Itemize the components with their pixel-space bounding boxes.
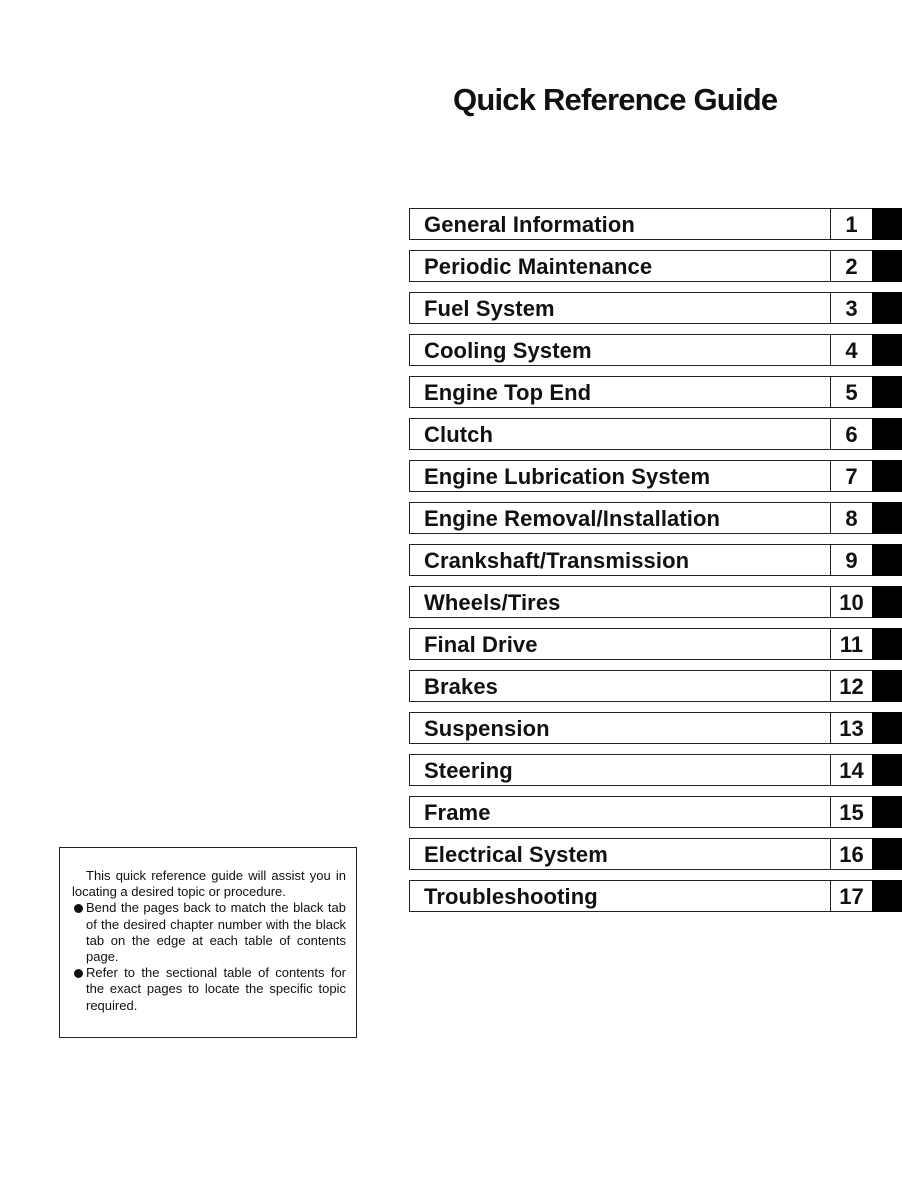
chapter-entry[interactable] <box>409 544 873 576</box>
chapter-number: 8 <box>845 506 858 531</box>
note-bullet-text: Refer to the sectional table of contents for the exact pages to locate the specific topic required. <box>86 965 346 1013</box>
note-bullet-text: Bend the pages back to match the black tab of the desired chapter number with the black tab on the edge at each table of contents page. <box>86 900 346 965</box>
chapter-row[interactable] <box>409 418 902 450</box>
chapter-title: Engine Top End <box>424 380 592 405</box>
chapter-title: Wheels/Tires <box>424 590 561 615</box>
chapter-entry[interactable] <box>409 334 873 366</box>
note-bullet <box>72 900 346 965</box>
chapter-title: Crankshaft/Transmission <box>424 548 690 573</box>
chapter-row[interactable] <box>409 208 902 240</box>
chapter-black-tab <box>872 376 902 408</box>
chapter-entry[interactable] <box>409 880 873 912</box>
bullet-icon <box>74 969 83 978</box>
chapter-entry[interactable] <box>409 670 873 702</box>
chapter-number: 14 <box>839 758 864 783</box>
chapter-row[interactable] <box>409 796 902 828</box>
chapter-black-tab <box>872 670 902 702</box>
chapter-row[interactable] <box>409 628 902 660</box>
chapter-title: Suspension <box>424 716 550 741</box>
chapter-number: 1 <box>845 212 858 237</box>
chapter-entry[interactable] <box>409 628 873 660</box>
chapter-title: Cooling System <box>424 338 592 363</box>
chapter-row[interactable] <box>409 838 902 870</box>
chapter-black-tab <box>872 754 902 786</box>
chapter-number: 16 <box>839 842 864 867</box>
chapter-entry[interactable] <box>409 586 873 618</box>
chapter-title: General Information <box>424 212 635 237</box>
usage-note <box>59 847 357 1038</box>
chapter-number: 11 <box>839 632 864 657</box>
chapter-row[interactable] <box>409 712 902 744</box>
chapter-title: Brakes <box>424 674 498 699</box>
chapter-row[interactable] <box>409 754 902 786</box>
chapter-entry[interactable] <box>409 796 873 828</box>
chapter-row[interactable] <box>409 544 902 576</box>
chapter-number: 13 <box>839 716 864 741</box>
chapter-entry[interactable] <box>409 208 873 240</box>
chapter-row[interactable] <box>409 670 902 702</box>
chapter-title: Engine Removal/Installation <box>424 506 721 531</box>
chapter-entry[interactable] <box>409 376 873 408</box>
chapter-black-tab <box>872 712 902 744</box>
chapter-number: 7 <box>845 464 858 489</box>
chapter-number: 6 <box>845 422 858 447</box>
chapter-row[interactable] <box>409 250 902 282</box>
chapter-black-tab <box>872 838 902 870</box>
chapter-number: 2 <box>845 254 858 279</box>
chapter-entry[interactable] <box>409 712 873 744</box>
chapter-black-tab <box>872 544 902 576</box>
chapter-row[interactable] <box>409 292 902 324</box>
chapter-title: Engine Lubrication System <box>424 464 711 489</box>
chapter-row[interactable] <box>409 880 902 912</box>
chapter-title: Final Drive <box>424 632 538 657</box>
chapter-number: 15 <box>839 800 864 825</box>
chapter-black-tab <box>872 796 902 828</box>
chapter-title: Frame <box>424 800 491 825</box>
chapter-entry[interactable] <box>409 838 873 870</box>
chapter-black-tab <box>872 586 902 618</box>
chapter-black-tab <box>872 250 902 282</box>
note-intro: This quick reference guide will assist you in locating a desired topic or procedure. <box>72 868 346 900</box>
chapter-title: Fuel System <box>424 296 555 321</box>
chapter-entry[interactable] <box>409 460 873 492</box>
chapter-title: Electrical System <box>424 842 608 867</box>
chapter-number: 17 <box>839 884 864 909</box>
chapter-number: 12 <box>839 674 864 699</box>
chapter-black-tab <box>872 208 902 240</box>
chapter-title: Troubleshooting <box>424 884 598 909</box>
chapter-black-tab <box>872 334 902 366</box>
chapter-row[interactable] <box>409 376 902 408</box>
chapter-black-tab <box>872 880 902 912</box>
chapter-black-tab <box>872 292 902 324</box>
chapter-entry[interactable] <box>409 502 873 534</box>
chapter-number: 9 <box>845 548 858 573</box>
bullet-icon <box>74 904 83 913</box>
chapter-entry[interactable] <box>409 250 873 282</box>
chapter-row[interactable] <box>409 460 902 492</box>
chapter-number: 10 <box>839 590 864 615</box>
chapter-black-tab <box>872 502 902 534</box>
chapter-entry[interactable] <box>409 754 873 786</box>
chapter-black-tab <box>872 628 902 660</box>
chapter-number: 3 <box>845 296 858 321</box>
chapter-black-tab <box>872 460 902 492</box>
chapter-title: Steering <box>424 758 513 783</box>
page-title: Quick Reference Guide <box>453 82 778 117</box>
chapter-row[interactable] <box>409 502 902 534</box>
chapter-row[interactable] <box>409 334 902 366</box>
chapter-black-tab <box>872 418 902 450</box>
chapter-row[interactable] <box>409 586 902 618</box>
chapter-title: Periodic Maintenance <box>424 254 653 279</box>
chapter-entry[interactable] <box>409 292 873 324</box>
note-bullet <box>72 965 346 1014</box>
chapter-entry[interactable] <box>409 418 873 450</box>
chapter-title: Clutch <box>424 422 494 447</box>
chapter-number: 5 <box>845 380 858 405</box>
chapter-number: 4 <box>845 338 858 363</box>
chapter-index <box>409 208 902 922</box>
